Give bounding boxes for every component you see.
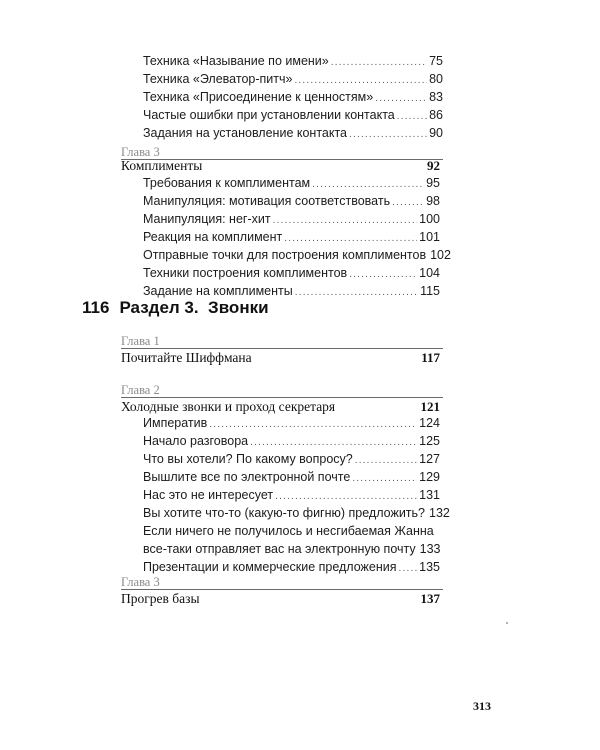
leader-dots [250,435,417,450]
chapter-title [121,398,440,415]
toc-entry [143,434,440,450]
chapter-title-text: Комплименты [121,158,203,173]
toc-entry [143,452,440,468]
toc-entry [143,126,443,142]
chapter-label: Глава 1 [121,334,160,348]
leader-dots [294,73,427,88]
toc-entry [143,194,440,210]
toc-entry-title: Требования к комплиментам [143,176,311,190]
toc-entry-page: 132 [429,506,450,520]
leader-dots [375,91,427,106]
leader-dots [284,231,417,246]
toc-entry-title: Задания на установление контакта [143,126,348,140]
toc-entry-title: Техники построения комплиментов [143,266,348,280]
toc-entry [143,560,440,576]
toc-entry-page: 125 [419,434,440,448]
section-heading [82,298,269,318]
toc-entry-page: 100 [419,212,440,226]
chapter-label: Глава 3 [121,575,160,589]
chapter-title [121,349,440,366]
leader-dots [331,55,427,70]
toc-entry [143,176,440,192]
toc-entry-title: Манипуляция: нег-хит [143,212,271,226]
toc-entry-title: Техника «Элеватор-питч» [143,72,293,86]
leader-dots [295,285,418,300]
chapter-label: Глава 2 [121,383,160,397]
toc-entry-page: 129 [419,470,440,484]
toc-entry-title: Частые ошибки при установлении контакта [143,108,395,122]
toc-entry-page: 80 [429,72,443,86]
toc-entry-title-line1: Если ничего не получилось и несгибаемая Жанна [143,524,434,538]
toc-entry-title: Манипуляция: мотивация соответствовать [143,194,391,208]
chapter-page: 121 [420,399,440,414]
leader-dots [355,453,417,468]
leader-dots [397,109,427,124]
leader-dots [209,417,417,432]
toc-entry [143,416,440,432]
chapter-page: 92 [427,158,440,173]
toc-entry-title: Что вы хотели? По какому вопросу? [143,452,353,466]
toc-entry [143,488,440,504]
chapter-title-text: Почитайте Шиффмана [121,350,252,365]
toc-entry-page: 101 [419,230,440,244]
toc-entry [143,108,443,124]
toc-entry-page: 133 [419,542,441,556]
toc-entry-title: Нас это не интересует [143,488,274,502]
print-speck [506,622,508,624]
leader-dots [399,561,418,576]
section-page: 116 [82,298,110,317]
chapter-page: 137 [420,591,440,606]
toc-entry-title: Техника «Называние по имени» [143,54,329,68]
toc-entry-page: 95 [426,176,440,190]
toc-entry-page: 115 [420,284,440,298]
chapter-page: 117 [421,350,440,365]
toc-entry-page: 86 [429,108,443,122]
toc-entry [143,470,440,486]
toc-entry-page: 102 [430,248,451,262]
chapter-title [121,590,440,607]
chapter-title-text: Прогрев базы [121,591,200,606]
toc-entry [143,266,440,282]
toc-entry-page: 75 [429,54,443,68]
toc-entry [143,72,443,88]
toc-entry-page: 83 [429,90,443,104]
leader-dots [349,267,417,282]
toc-entry [143,542,440,558]
chapter-title-text: Холодные звонки и проход секретаря [121,399,336,414]
toc-entry-page: 124 [419,416,440,430]
toc-entry-page: 90 [429,126,443,140]
toc-entry [143,54,443,70]
toc-entry-title: Императив [143,416,208,430]
toc-entry [143,506,450,522]
toc-entry-title: Начало разговора [143,434,249,448]
leader-dots [392,195,424,210]
toc-entry-title: Вы хотите что-то (какую-то фигню) предложить? [143,506,425,520]
chapter-label: Глава 3 [121,145,160,159]
toc-entry-title: Отправные точки для построения комплиментов [143,248,427,262]
toc-entry-title: Презентации и коммерческие предложения [143,560,397,574]
toc-entry [143,248,451,264]
toc-entry-page: 135 [419,560,440,574]
toc-entry-page: 131 [419,488,440,502]
toc-entry-page: 127 [419,452,440,466]
toc-entry [143,212,440,228]
leader-dots [352,471,417,486]
chapter-title [121,157,440,174]
toc-entry-page: 104 [419,266,440,280]
leader-dots [349,127,427,142]
toc-entry-title-line2: все-таки отправляет вас на электронную почту [143,542,416,556]
toc-entry-title: Вышлите все по электронной почте [143,470,351,484]
section-title: Раздел 3. Звонки [119,298,269,317]
toc-entry [143,90,443,106]
toc-entry-title: Техника «Присоединение к ценностям» [143,90,374,104]
leader-dots [275,489,417,504]
page-number: 313 [473,699,491,713]
leader-dots [273,213,418,228]
leader-dots [312,177,424,192]
toc-entry-page: 98 [426,194,440,208]
toc-entry-title: Задание на комплименты [143,284,293,298]
toc-entry-title: Реакция на комплимент [143,230,283,244]
toc-entry [143,230,440,246]
